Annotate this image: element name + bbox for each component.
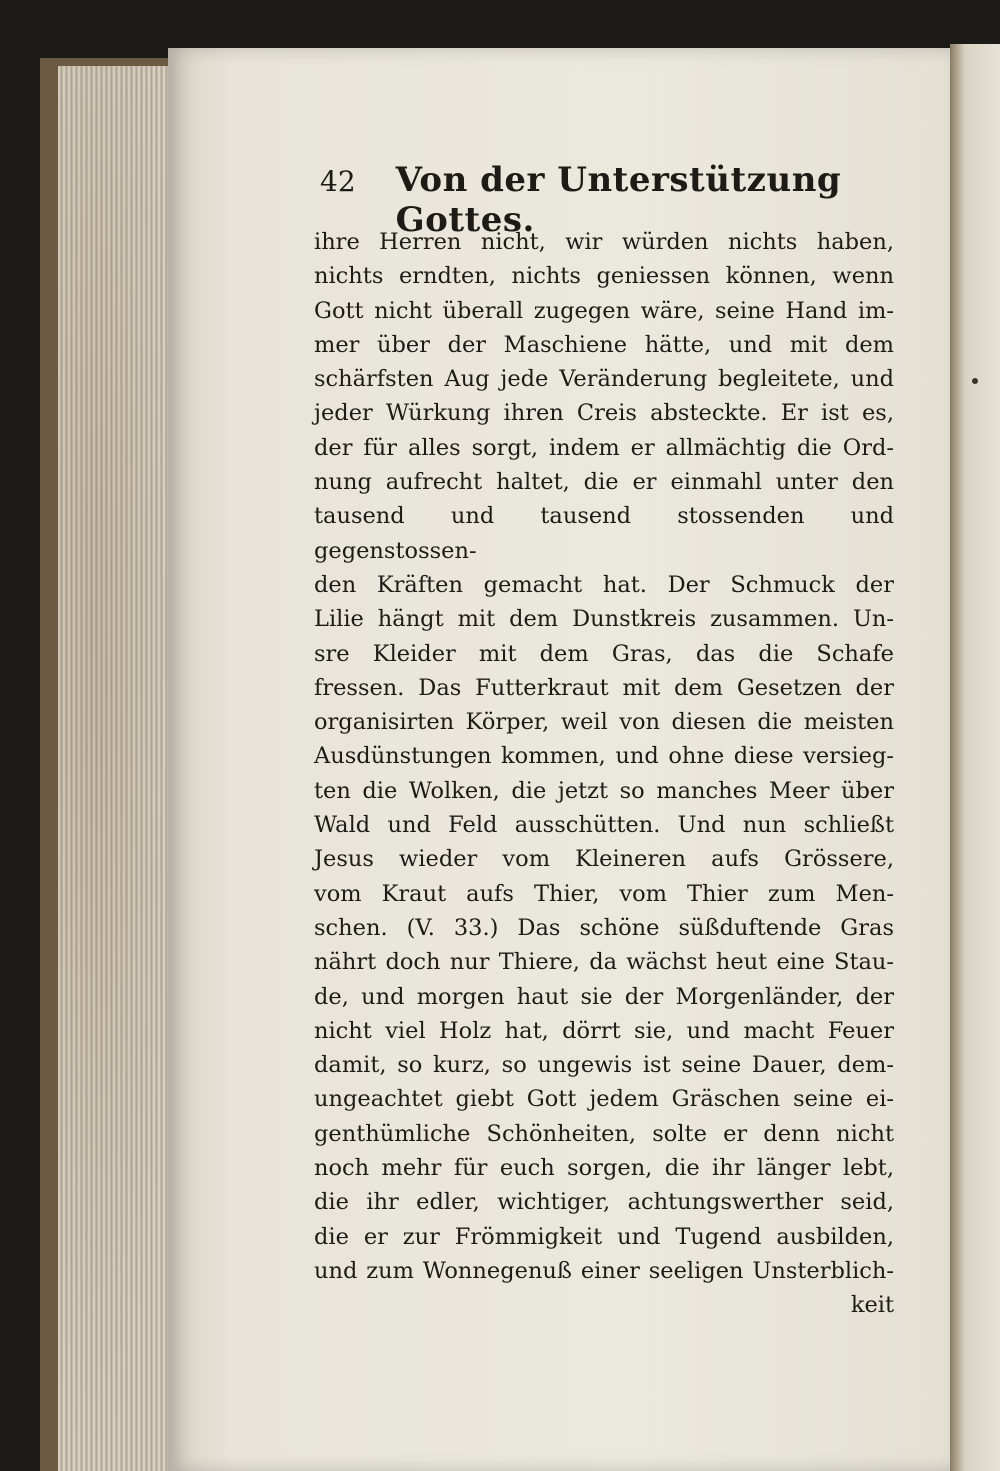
text-line: schen. (V. 33.) Das schöne süßduftende Gras xyxy=(314,914,894,941)
text-line: ungeachtet giebt Gott jedem Gräschen seine ei- xyxy=(314,1086,894,1113)
text-line: die ihr edler, wichtiger, achtungswerther seid, xyxy=(314,1189,894,1216)
text-line: nicht viel Holz hat, dörrt sie, und macht Feuer xyxy=(314,1017,894,1044)
text-line: mer über der Maschiene hätte, und mit dem xyxy=(314,331,894,358)
text-line: Ausdünstungen kommen, und ohne diese versieg- xyxy=(314,743,894,770)
text-line: schärfsten Aug jede Veränderung begleitete, und xyxy=(314,366,894,393)
text-line: jeder Würkung ihren Creis absteckte. Er ist es, xyxy=(314,400,894,427)
text-line: nung aufrecht haltet, die er einmahl unter den xyxy=(314,469,894,496)
text-line: der für alles sorgt, indem er allmächtig die Ord- xyxy=(314,434,894,461)
text-line: Gott nicht überall zugegen wäre, seine Hand im- xyxy=(314,297,894,324)
ink-dot xyxy=(972,378,978,384)
catchword: keit xyxy=(850,1292,894,1319)
text-line: vom Kraut aufs Thier, vom Thier zum Men- xyxy=(314,880,894,907)
body-text xyxy=(314,225,894,1323)
text-line: fressen. Das Futterkraut mit dem Gesetzen der xyxy=(314,674,894,701)
text-line: noch mehr für euch sorgen, die ihr länger lebt, xyxy=(314,1155,894,1182)
page-number: 42 xyxy=(320,165,356,198)
page-header xyxy=(320,160,880,240)
text-line: sre Kleider mit dem Gras, das die Schafe xyxy=(314,640,894,667)
running-title: Von der Unterstützung Gottes. xyxy=(395,160,842,240)
text-line: tausend und tausend stossenden und gegenstossen- xyxy=(314,503,894,564)
text-line: ihre Herren nicht, wir würden nichts haben, xyxy=(314,229,894,255)
text-line: de, und morgen haut sie der Morgenländer, der xyxy=(314,983,894,1010)
text-line: und zum Wonnegenuß einer seeligen Unsterblich- xyxy=(314,1257,894,1284)
page-edges xyxy=(58,66,178,1471)
text-line: Lilie hängt mit dem Dunstkreis zusammen. Un- xyxy=(314,606,894,633)
text-line: den Kräften gemacht hat. Der Schmuck der xyxy=(314,571,894,598)
text-line: nährt doch nur Thiere, da wächst heut eine Stau- xyxy=(314,949,894,976)
text-line: nichts erndten, nichts geniessen können, wenn xyxy=(314,263,894,290)
text-line: damit, so kurz, so ungewis ist seine Dauer, dem- xyxy=(314,1052,894,1079)
text-line: ten die Wolken, die jetzt so manches Meer über xyxy=(314,777,894,804)
facing-page-edge xyxy=(950,44,1000,1471)
text-line: Jesus wieder vom Kleineren aufs Grössere, xyxy=(314,846,894,873)
text-line: Wald und Feld ausschütten. Und nun schließt xyxy=(314,812,894,839)
text-line: genthümliche Schönheiten, solte er denn nicht xyxy=(314,1120,894,1147)
text-line: organisirten Körper, weil von diesen die meisten xyxy=(314,709,894,736)
text-line: die er zur Frömmigkeit und Tugend ausbilden, xyxy=(314,1223,894,1250)
